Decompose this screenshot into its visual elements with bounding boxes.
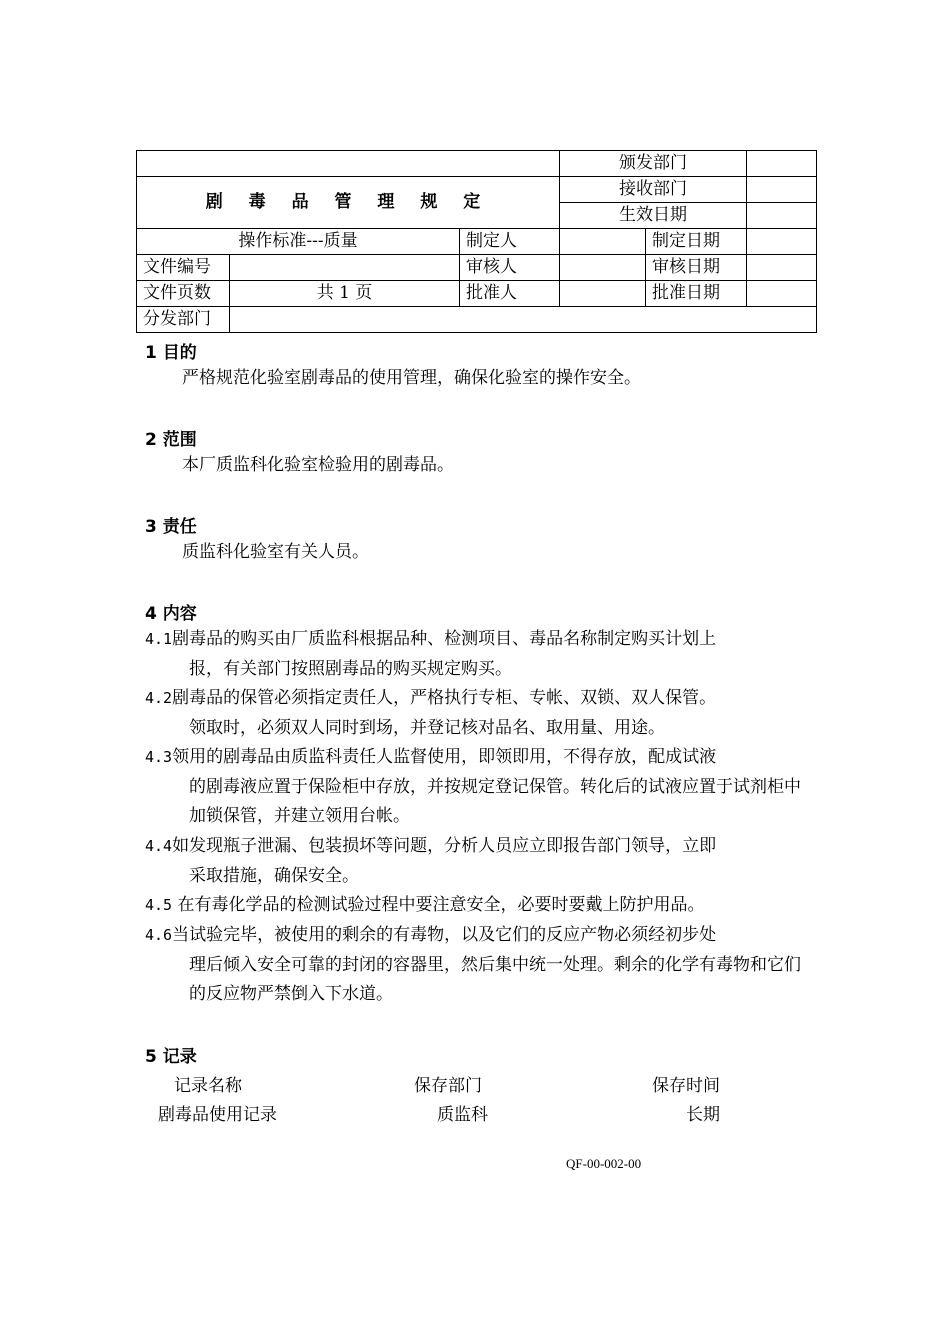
item-text-continuation: 采取措施，确保安全。 bbox=[189, 865, 359, 886]
content-item bbox=[145, 832, 815, 891]
records-row-dept: 质监科 bbox=[437, 1105, 488, 1125]
item-number: 4.5 bbox=[145, 896, 173, 914]
records-header-period: 保存时间 bbox=[652, 1076, 720, 1096]
document-category: 操作标准---质量 bbox=[137, 229, 460, 255]
item-number: 4.4 bbox=[145, 837, 173, 855]
content-item bbox=[145, 743, 815, 832]
item-text-first-line: 领用的剧毒品由质监科责任人监督使用，即领即用，不得存放，配成试液 bbox=[172, 747, 717, 767]
review-date-value bbox=[747, 255, 817, 281]
approver-label: 批准人 bbox=[460, 281, 560, 307]
content-item bbox=[145, 684, 815, 743]
item-text-first-line: 如发现瓶子泄漏、包装损坏等问题，分析人员应立即报告部门领导，立即 bbox=[172, 836, 717, 856]
approver-value bbox=[560, 281, 646, 307]
form-code: QF-00-002-00 bbox=[566, 1156, 642, 1171]
receive-dept-value bbox=[747, 177, 817, 203]
content-item bbox=[145, 921, 815, 1010]
reviewer-value bbox=[560, 255, 646, 281]
item-number: 4.1 bbox=[145, 630, 173, 648]
item-text-first-line: 剧毒品的购买由厂质监科根据品种、检测项目、毒品名称制定购买计划上 bbox=[172, 629, 717, 649]
approve-date-value bbox=[747, 281, 817, 307]
records-row-period: 长期 bbox=[686, 1105, 720, 1125]
effective-date-value bbox=[747, 203, 817, 229]
maker-label: 制定人 bbox=[460, 229, 560, 255]
distribution-value bbox=[230, 307, 817, 333]
distribution-label: 分发部门 bbox=[137, 307, 230, 333]
content-item bbox=[145, 891, 815, 921]
maker-value bbox=[560, 229, 646, 255]
section-responsibility-text: 质监科化验室有关人员。 bbox=[182, 542, 369, 562]
document-title: 剧 毒 品 管 理 规 定 bbox=[137, 177, 560, 229]
item-text-first-line: 当试验完毕，被使用的剩余的有毒物，以及它们的反应产物必须经初步处 bbox=[172, 925, 717, 945]
receive-dept-label: 接收部门 bbox=[560, 177, 747, 203]
item-number: 4.3 bbox=[145, 748, 173, 766]
review-date-label: 审核日期 bbox=[646, 255, 747, 281]
page-count-value: 共 1 页 bbox=[230, 281, 460, 307]
section-content-title: 4 内容 bbox=[145, 604, 197, 624]
page-count-label: 文件页数 bbox=[137, 281, 230, 307]
records-header-name: 记录名称 bbox=[174, 1076, 242, 1096]
effective-date-label: 生效日期 bbox=[560, 203, 747, 229]
header-empty-cell bbox=[137, 151, 560, 177]
section-purpose-title: 1 目的 bbox=[145, 343, 197, 363]
section-scope-title: 2 范围 bbox=[145, 430, 197, 450]
approve-date-label: 批准日期 bbox=[646, 281, 747, 307]
item-text-continuation: 报，有关部门按照剧毒品的购买规定购买。 bbox=[189, 658, 512, 679]
item-text-first-line: 剧毒品的保管必须指定责任人，严格执行专柜、专帐、双锁、双人保管。 bbox=[172, 688, 717, 708]
section-scope-text: 本厂质监科化验室检验用的剧毒品。 bbox=[182, 455, 454, 475]
section-records-title: 5 记录 bbox=[145, 1047, 197, 1067]
item-number: 4.6 bbox=[145, 926, 173, 944]
section-responsibility-title: 3 责任 bbox=[145, 517, 197, 537]
item-number: 4.2 bbox=[145, 689, 173, 707]
doc-no-value bbox=[230, 255, 460, 281]
document-header-table bbox=[136, 150, 817, 333]
make-date-value bbox=[747, 229, 817, 255]
issue-dept-label: 颁发部门 bbox=[560, 151, 747, 177]
item-text-first-line: 在有毒化学品的检测试验过程中要注意安全，必要时要戴上防护用品。 bbox=[172, 895, 705, 915]
section-purpose-text: 严格规范化验室剧毒品的使用管理，确保化验室的操作安全。 bbox=[182, 368, 641, 388]
records-row-name: 剧毒品使用记录 bbox=[158, 1105, 277, 1125]
records-header-dept: 保存部门 bbox=[414, 1076, 482, 1096]
item-text-continuation: 领取时，必须双人同时到场，并登记核对品名、取用量、用途。 bbox=[189, 717, 665, 738]
item-text-continuation: 的剧毒液应置于保险柜中存放，并按规定登记保管。转化后的试液应置于试剂柜中加锁保管，并建立领用台帐。 bbox=[189, 776, 801, 826]
make-date-label: 制定日期 bbox=[646, 229, 747, 255]
item-text-continuation: 理后倾入安全可靠的封闭的容器里，然后集中统一处理。剩余的化学有毒物和它们的反应物严禁倒入下水道。 bbox=[189, 954, 801, 1004]
issue-dept-value bbox=[747, 151, 817, 177]
reviewer-label: 审核人 bbox=[460, 255, 560, 281]
doc-no-label: 文件编号 bbox=[137, 255, 230, 281]
content-item bbox=[145, 625, 815, 684]
